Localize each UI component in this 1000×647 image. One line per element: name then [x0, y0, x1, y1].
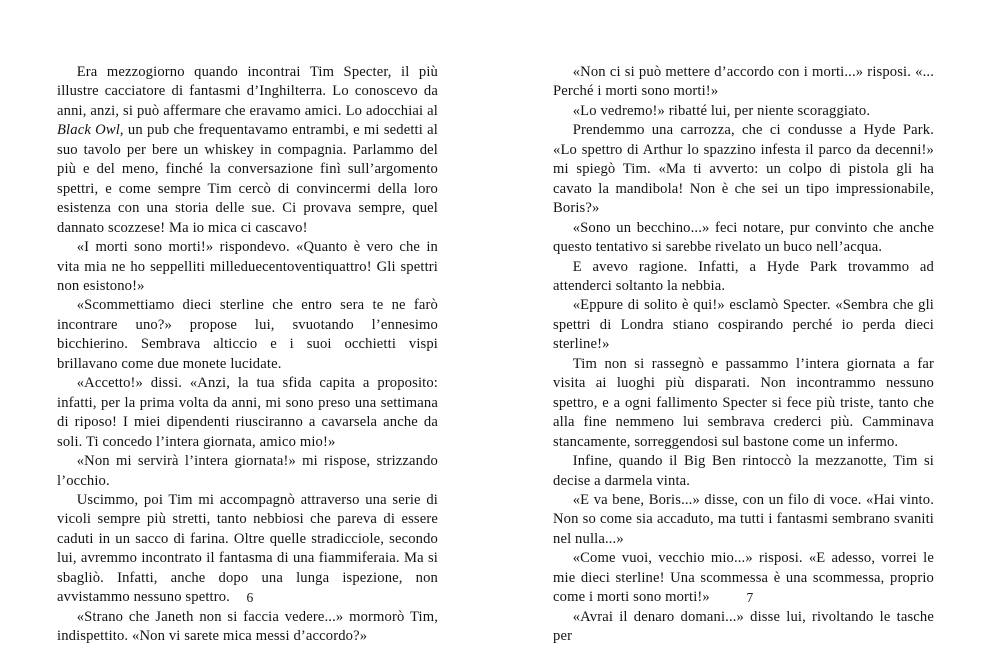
paragraph: «E va bene, Boris...» disse, con un filo di voce. «Hai vinto. Non so come sia accaduto, ma tutti i fantasmi sembrano svaniti nel nulla...» [553, 491, 934, 547]
page-number-left: 6 [246, 590, 254, 605]
page-right [500, 0, 1000, 645]
paragraph: «Strano che Janeth non si faccia vedere...» mormorò Tim, indispettito. «Non vi sarete mica messi d’accordo?» [57, 608, 438, 645]
paragraph: «Lo vedremo!» ribatté lui, per niente scoraggiato. [572, 102, 871, 119]
page-left [0, 0, 500, 645]
paragraph: «Scommettiamo dieci sterline che entro sera te ne farò incontrare uno?» propose lui, svuotando l’ennesimo bicchierino. Sembrava alticcio e i suoi occhietti vispi brillavano come due monete lucidate. [57, 297, 438, 372]
body-text-right [553, 63, 934, 647]
paragraph: «Eppure di solito è qui!» esclamò Specter. «Sembra che gli spettri di Londra stiano cospirando perché io perda dieci sterline!» [553, 297, 934, 353]
paragraph: E avevo ragione. Infatti, a Hyde Park trovammo ad attenderci soltanto la nebbia. [553, 258, 934, 294]
paragraph: Era mezzogiorno quando incontrai Tim Specter, il più illustre cacciatore di fantasmi d’Inghilterra. Lo conoscevo da anni, anzi, si può affermare che eravamo amici. Lo adocchiai al Black Owl, un pub che frequentavamo entrambi, e mi sedetti al suo tavolo per bere un whiskey in compagnia. Parlammo del più e del meno, finché la conversazione finì sull’argomento spettri, e come sempre Tim cercò di convincermi della loro esistenza con una storia delle sue. Ci provava sempre, quel dannato scozzese! Ma io mica ci cascavo! [57, 64, 438, 236]
paragraph: Uscimmo, poi Tim mi accompagnò attraverso una serie di vicoli sempre più stretti, tanto nebbiosi che pareva di essere caduti in un sacco di farina. Oltre quelle stradicciole, secondo lui, avremmo incontrato il fantasma di una fiammiferaia. Ma si sbagliò. Infatti, anche dopo una lunga ispezione, non avvistammo nessuno spettro. [57, 491, 438, 606]
paragraph: «Non ci si può mettere d’accordo con i morti...» risposi. «... Perché i morti sono morti!» [553, 64, 934, 100]
paragraph: Prendemmo una carrozza, che ci condusse a Hyde Park. «Lo spettro di Arthur lo spazzino infesta il parco da decenni!» mi spiegò Tim. «Ma ti avverto: un colpo di pistola gli ha cavato la mandibola! Non è che sei un tipo impressionabile, Boris?» [553, 122, 934, 217]
paragraph: «Avrai il denaro domani...» disse lui, rivoltando le tasche per [553, 608, 934, 645]
paragraph: Tim non si rassegnò e passammo l’intera giornata a far visita ai luoghi più disparati. Non incontrammo nessuno spettro, e a ogni fallimento Specter si fece più triste, tanto che alla fine nemmeno lui sembrava crederci più. Camminava stancamente, sorreggendosi sul bastone come un infermo. [553, 355, 934, 450]
page-number-right: 7 [746, 590, 754, 605]
paragraph: «Come vuoi, vecchio mio...» risposi. «E adesso, vorrei le mie dieci sterline! Una scommessa è una scommessa, proprio come i morti sono morti!» [553, 550, 934, 606]
paragraph: «I morti sono morti!» rispondevo. «Quanto è vero che in vita mia ne ho seppelliti milleduecentoventiquattro! Gli spettri non esistono!» [57, 239, 438, 294]
paragraph: «Sono un becchino...» feci notare, pur convinto che anche questo tentativo si sarebbe rivelato un buco nell’acqua. [553, 219, 934, 256]
body-text-left [57, 63, 438, 647]
paragraph: Infine, quando il Big Ben rintoccò la mezzanotte, Tim si decise a darmela vinta. [553, 453, 934, 489]
paragraph: «Accetto!» dissi. «Anzi, la tua sfida capita a proposito: infatti, per la prima volta da anni, mi sono preso una settimana di riposo! I miei dipendenti riusciranno a cavarsela anche da soli. Ti concedo l’intera giornata, amico mio!» [57, 375, 438, 450]
paragraph: «Non mi servirà l’intera giornata!» mi rispose, strizzando l’occhio. [57, 453, 438, 489]
